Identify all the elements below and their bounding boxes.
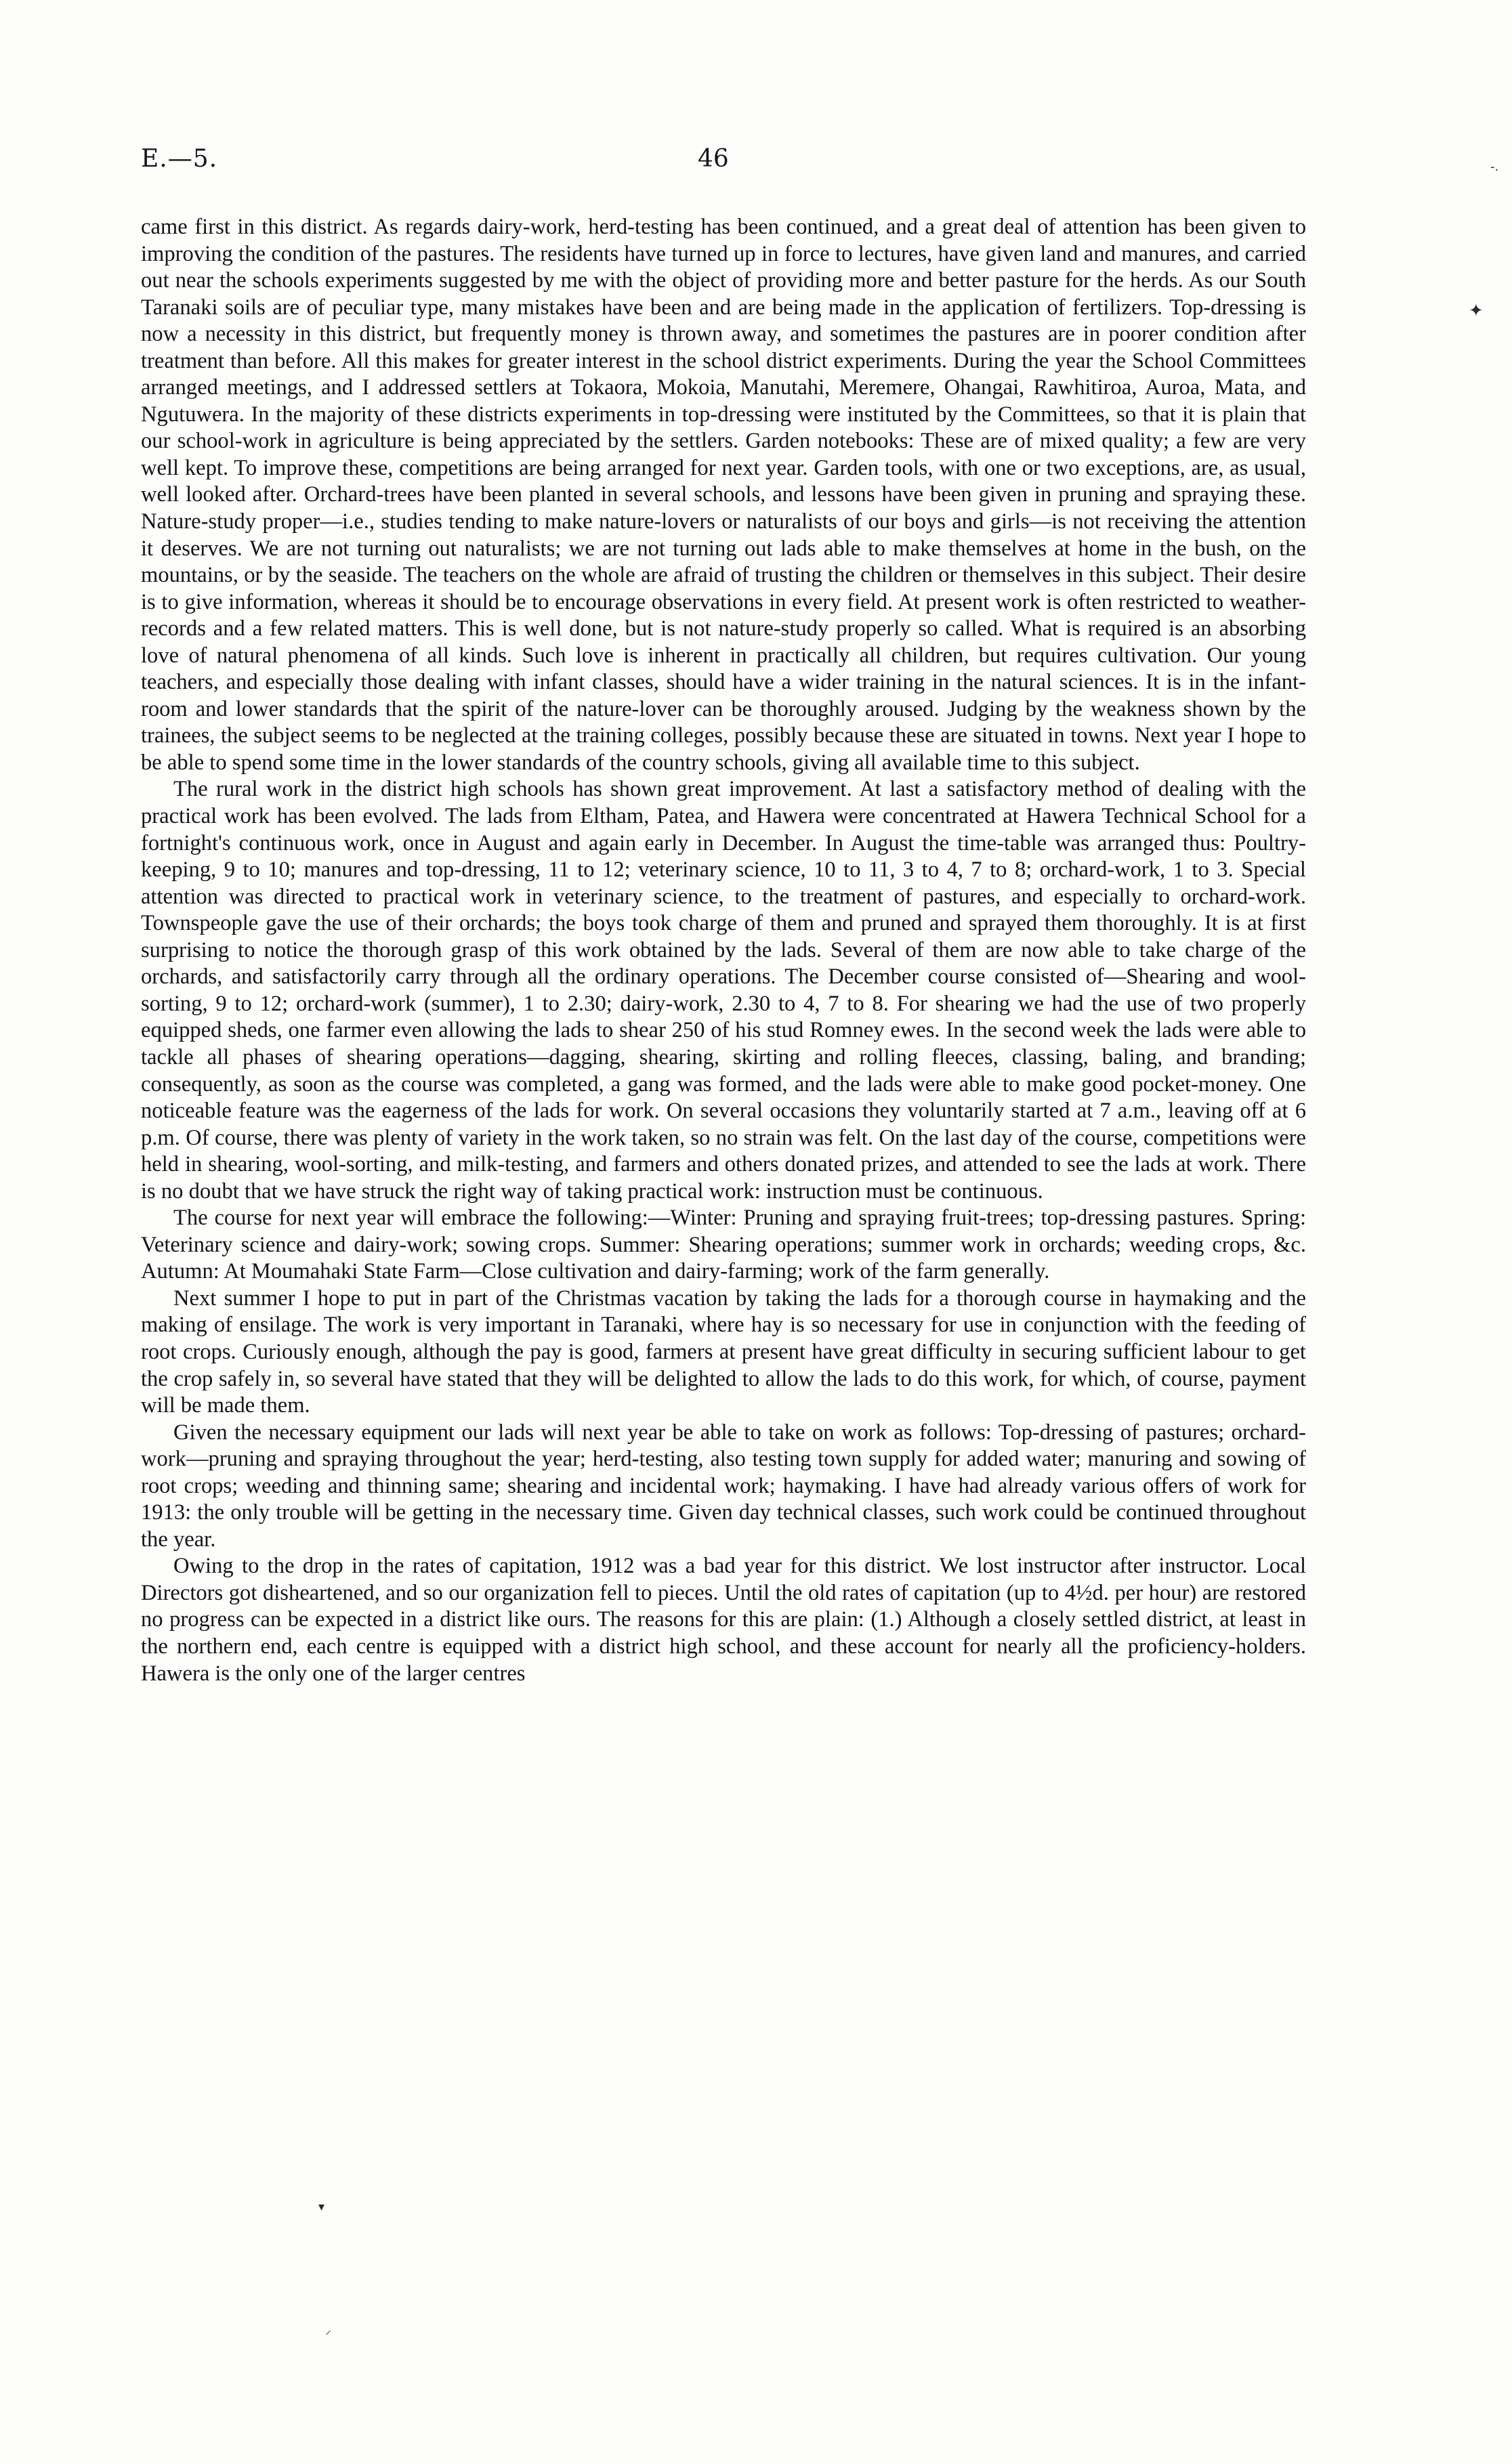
report-body — [141, 214, 1306, 2381]
corner-mark-glyph: -. — [1490, 160, 1499, 174]
page-number: 46 — [698, 145, 729, 173]
stray-mark-glyph: ▾ — [318, 2200, 325, 2214]
paragraph-equipment: Given the necessary equipment our lads will next year be able to take on work as follows: Top-dressing of pastures; orchard-work—pruning and spraying throughout the year; herd-testing, also testing town supply for added water; manuring and sowing of root crops; weeding and thinning same; shearing and incidental work; haymaking. I have had already various offers of work for 1913: the only trouble will be getting in the necessary time. Given day technical classes, such work could be continued throughout the year. — [141, 1420, 1306, 1552]
paragraph-haymaking: Next summer I hope to put in part of the Christmas vacation by taking the lads for a thorough course in haymaking and the making of ensilage. The work is very important in Taranaki, where hay is so necessary for use in conjunction with the feeding of root crops. Curiously enough, although the pay is good, farmers at present have great difficulty in securing sufficient labour to get the crop safely in, so several have stated that they will be delighted to allow the lads to do this work, for which, of course, payment will be made them. — [141, 1286, 1306, 1418]
document-id: E.—5. — [141, 145, 218, 173]
page-header — [141, 145, 1320, 186]
paragraph-capitation: Owing to the drop in the rates of capitation, 1912 was a bad year for this district. We lost instructor after instructor. Local Directors got disheartened, and so our organization fell to pieces. Until the old rates of capitation (up to 4½d. per hour) are restored no progress can be expected in a district like ours. The reasons for this are plain: (1.) Although a closely settled district, at least in the northern end, each centre is equipped with a district high school, and these account for nearly all the proficiency-holders. Hawera is the only one of the larger centres — [141, 1554, 1306, 1686]
paragraph-nature-study: came first in this district. As regards dairy-work, herd-testing has been continued, and a great deal of attention has been given to improving the condition of the pastures. The residents have turned up in force to lectures, have given land and manures, and carried out near the schools experiments suggested by me with the object of providing more and better pasture for the herds. As our South Taranaki soils are of peculiar type, many mistakes have been and are being made in the application of fertilizers. Top-dressing is now a necessity in this district, but frequently money is thrown away, and sometimes the pastures are in poorer condition after treatment than before. All this makes for greater interest in the school district experiments. During the year the School Committees arranged meetings, and I addressed settlers at Tokaora, Mokoia, Manutahi, Meremere, Ohangai, Rawhitiroa, Auroa, Mata, and Ngutuwera. In the majority of these districts experiments in top-dressing were instituted by the Committees, so that it is plain that our school-work in agriculture is being appreciated by the settlers. Garden notebooks: These are of mixed quality; a few are very well kept. To improve these, competitions are being arranged for next year. Garden tools, with one or two exceptions, are, as usual, well looked after. Orchard-trees have been planted in several schools, and lessons have been given in pruning and spraying these. Nature-study proper—i.e., studies tending to make nature-lovers or naturalists of our boys and girls—is not receiving the attention it deserves. We are not turning out naturalists; we are not turning out lads able to make themselves at home in the bush, on the mountains, or by the seaside. The teachers on the whole are afraid of trusting the children or themselves in this subject. Their desire is to give information, whereas it should be to encourage observations in every field. At present work is often restricted to weather-records and a few related matters. This is well done, but is not nature-study properly so called. What is required is an absorbing love of natural phenomena of all kinds. Such love is inherent in practically all children, but requires cultivation. Our young teachers, and especially those dealing with infant classes, should have a wider training in the natural sciences. It is in the infant-room and lower standards that the spirit of the nature-lover can be thoroughly aroused. Judging by the weakness shown by the trainees, the subject seems to be neglected at the training colleges, possibly because these are situated in towns. Next year I hope to be able to spend some time in the lower standards of the country schools, giving all available time to this subject. — [141, 215, 1306, 775]
margin-mark-glyph: ✦ — [1469, 301, 1484, 321]
paragraph-course-plan: The course for next year will embrace the following:—Winter: Pruning and spraying fruit-trees; top-dressing pastures. Spring: Veterinary science and dairy-work; sowing crops. Summer: Shearing operations; summer work in orchards; weeding crops, &c. Autumn: At Moumahaki State Farm—Close cultivation and dairy-farming; work of the farm generally. — [141, 1206, 1306, 1284]
stray-mark-glyph: ⸝ — [325, 2323, 331, 2337]
paragraph-rural-work: The rural work in the district high schools has shown great improvement. At last a satisfactory method of dealing with the practical work has been evolved. The lads from Eltham, Patea, and Hawera were concentrated at Hawera Technical School for a fortnight's continuous work, once in August and again early in December. In August the time-table was arranged thus: Poultry-keeping, 9 to 10; manures and top-dressing, 11 to 12; veterinary science, 10 to 11, 3 to 4, 7 to 8; orchard-work, 1 to 3. Special attention was directed to practical work in veterinary science, to the treatment of pastures, and especially to orchard-work. Townspeople gave the use of their orchards; the boys took charge of them and pruned and sprayed them thoroughly. It is at first surprising to notice the thorough grasp of this work obtained by the lads. Several of them are now able to take charge of the orchards, and satisfactorily carry through all the ordinary operations. The December course consisted of—Shearing and wool-sorting, 9 to 12; orchard-work (summer), 1 to 2.30; dairy-work, 2.30 to 4, 7 to 8. For shearing we had the use of two properly equipped sheds, one farmer even allowing the lads to shear 250 of his stud Romney ewes. In the second week the lads were able to tackle all phases of shearing operations—dagging, shearing, skirting and rolling fleeces, classing, baling, and branding; consequently, as soon as the course was completed, a gang was formed, and the lads were able to make good pocket-money. One noticeable feature was the eagerness of the lads for work. On several occasions they voluntarily started at 7 a.m., leaving off at 6 p.m. Of course, there was plenty of variety in the work taken, so no strain was felt. On the last day of the course, competitions were held in shearing, wool-sorting, and milk-testing, and farmers and others donated prizes, and attended to see the lads at work. There is no doubt that we have struck the right way of taking practical work: instruction must be continuous. — [141, 777, 1306, 1204]
